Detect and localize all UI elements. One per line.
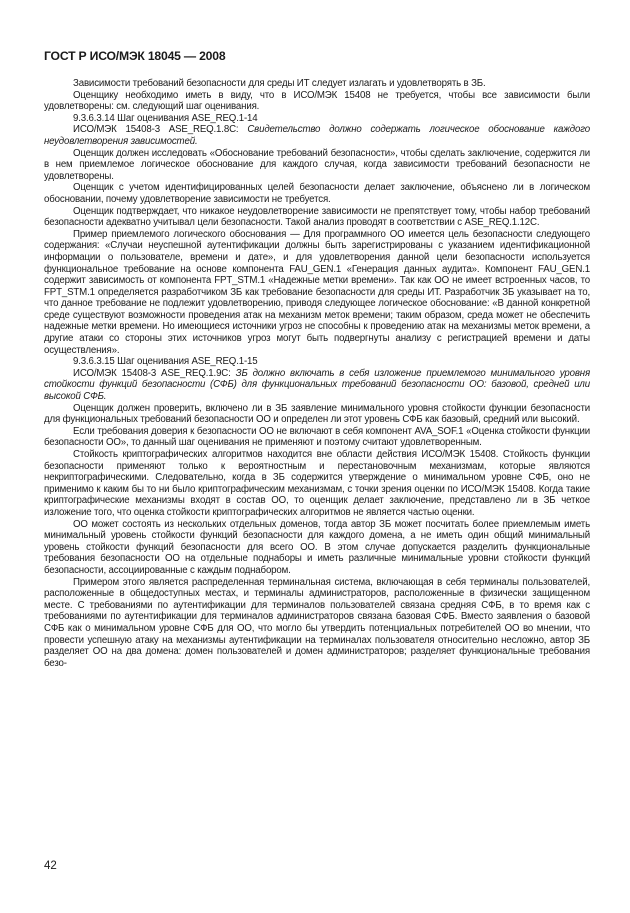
example-paragraph: Пример приемлемого логического обоснования — Для программного ОО имеется цель безопасности следующего содержания: «Случаи неуспешной аутентификации должны быть зарегистрированы с указанием идентификационной информации о пользователе, времени и дате», и для удовлетворения данной цели безопасности используется функциональное требование на основе компонента FAU_GEN.1 «Генерация данных аудита». Компонент FAU_GEN.1 содержит зависимость от компонента FPT_STM.1 «Надежные метки времени». Так как ОО не имеет встроенных часов, то FPT_STM.1 определяется разработчиком ЗБ как требование безопасности для среды ИТ. Разработчик ЗБ указывает на то, что данное требование не подлежит удовлетворению, приводя следующее логическое обоснование: «В данной конкретной среде существуют возможности проведения атак на механизм меток времени; таким образом, среда может не обеспечить надежные метки времени. Но имеющиеся источники угроз не способны к проведению атак на механизмы меток времени, а другие атаки со стороны этих источников угроз могут быть подвергнуты анализу с регистрацией времени и даты осуществления».: [44, 228, 590, 356]
body-text: [44, 78, 590, 669]
paragraph: Если требования доверия к безопасности ОО не включают в себя компонент AVA_SOF.1 «Оценка стойкости функции безопасности ОО», то данный шаг оценивания не применяют и поэтому считают удовлетворенным.: [44, 425, 590, 449]
step-heading: 9.3.6.3.15 Шаг оценивания ASE_REQ.1-15: [73, 356, 258, 368]
requirement-id: ИСО/МЭК 15408-3 ASE_REQ.1.8C:: [73, 124, 248, 136]
paragraph: Оценщик должен исследовать «Обоснование требований безопасности», чтобы сделать заключение, содержится ли в нем приемлемое логическое обоснование для каждого случая, когда зависимости требований безопасности не удовлетворены.: [44, 147, 590, 182]
requirement-text: ЗБ должно включать в себя изложение приемлемого минимального уровня стойкости функций безопасности (СФБ) для функциональных требований безопасности ОО: базовой, средней или высокой СФБ.: [44, 367, 591, 403]
document-header: ГОСТ Р ИСО/МЭК 18045 — 2008: [44, 49, 226, 63]
paragraph: Стойкость криптографических алгоритмов находится вне области действия ИСО/МЭК 15408. Стойкость функции безопасности применяют только к вероятностным и перестановочным механизмам, которые являются некриптографическими. Следовательно, когда в ЗБ содержится утверждение о минимальном уровне СФБ, оно не применимо к каким бы то ни было криптографическим механизмам, с точки зрения оценки по ИСО/МЭК 15408. Когда такие криптографические механизмы входят в состав ОО, то оценщик делает заключение, представлено ли в ЗБ четкое изложение того, что оценка стойкости криптографических алгоритмов не является частью оценки.: [44, 449, 590, 518]
paragraph: ОО может состоять из нескольких отдельных доменов, тогда автор ЗБ может посчитать более приемлемым иметь минимальный уровень стойкости функций безопасности для каждого домена, а не иметь один общий минимальный уровень стойкости функций безопасности для всего ОО. В этом случае допускается разделить функциональные требования безопасности ОО на отдельные поднаборы и иметь различные минимальные уровни стойкости функций безопасности, ассоциированные с каждым поднабором.: [44, 518, 590, 576]
paragraph: Зависимости требований безопасности для среды ИТ следует излагать и удовлетворять в ЗБ.: [73, 78, 486, 89]
paragraph: Примером этого является распределенная терминальная система, включающая в себя терминалы пользователей, расположенные в общедоступных местах, и терминалы администраторов, расположенные в физически защищенном месте. С требованиями по аутентификации для терминалов пользователей связана средняя СФБ, в то время как с требованиями по аутентификации для терминалов администраторов связана базовая СФБ. Вместо заявления о базовой СФБ как о минимальном уровне СФБ для ОО, что могло бы утвердить потенциальных потребителей ОО во мнении, что провести успешную атаку на механизмы аутентификации на терминалах пользователя относительно несложно, автор ЗБ разделяет ОО на два домена: домен пользователей и домен администраторов; разделяет функциональные требования безо-: [44, 576, 590, 669]
requirement-paragraph: [44, 368, 590, 403]
requirement-id: ИСО/МЭК 15408-3 ASE_REQ.1.9C:: [73, 367, 236, 379]
requirement-text: Свидетельство должно содержать логическое обоснование каждого неудовлетворения зависимостей.: [44, 124, 590, 147]
paragraph: Оценщику необходимо иметь в виду, что в ИСО/МЭК 15408 не требуется, чтобы все зависимости были удовлетворены: см. следующий шаг оценивания.: [44, 89, 590, 113]
paragraph: Оценщик с учетом идентифицированных целей безопасности делает заключение, объяснено ли в логическом обосновании, почему удовлетворение зависимости не требуется.: [44, 182, 590, 205]
requirement-paragraph: [44, 124, 590, 147]
step-heading: 9.3.6.3.14 Шаг оценивания ASE_REQ.1-14: [73, 112, 258, 124]
paragraph: Оценщик должен проверить, включено ли в ЗБ заявление минимального уровня стойкости функции безопасности для функциональных требований безопасности ОО и определен ли этот уровень СФБ как базовый, средний или высокий.: [44, 402, 590, 426]
paragraph: Оценщик подтверждает, что никакое неудовлетворение зависимости не препятствует тому, чтобы набор требований безопасности адекватно учитывал цели безопасности. Такой анализ проводят в соответствии с ASE_REQ.1.12C.: [44, 205, 590, 229]
page-number: 42: [44, 860, 57, 872]
